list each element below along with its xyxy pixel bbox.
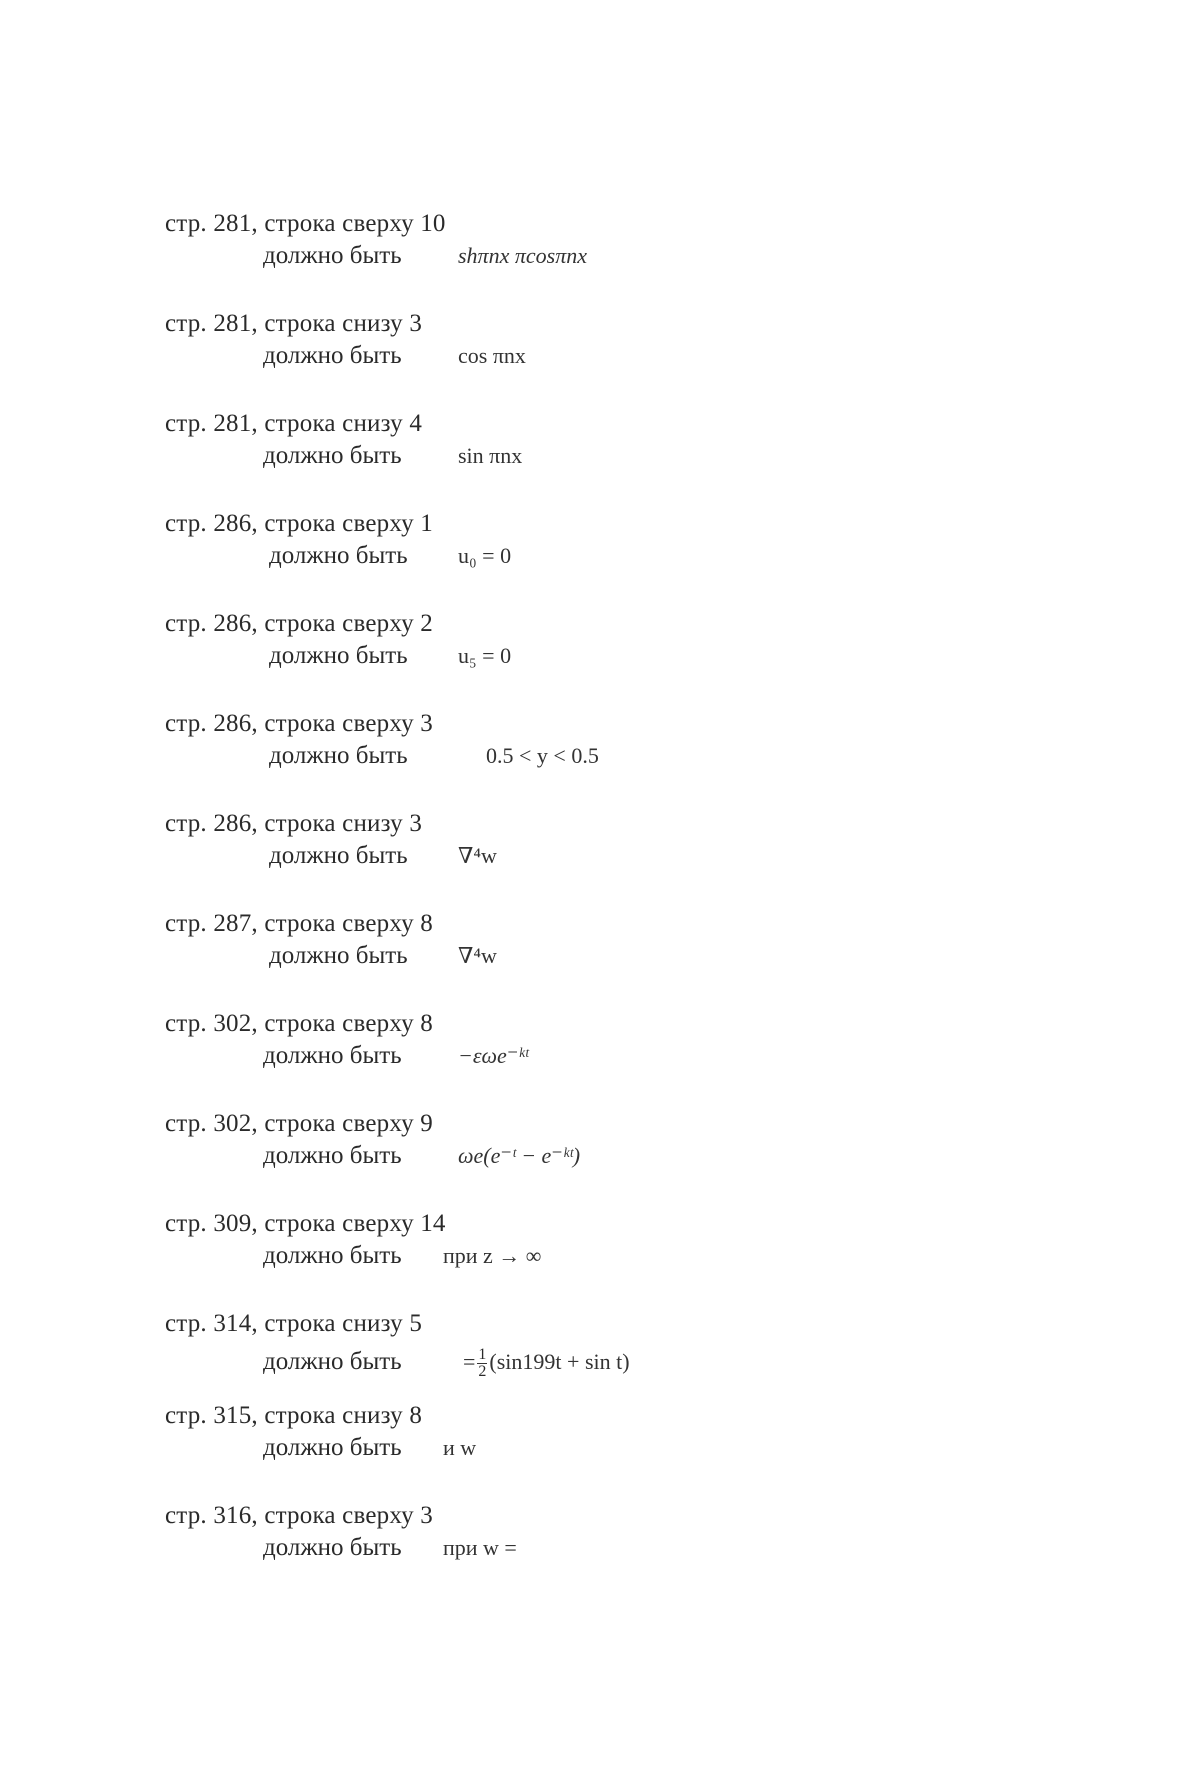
entry-location: стр. 287, строка сверху 8 — [165, 910, 433, 937]
entry-correction — [263, 440, 1065, 472]
correction-value: −εωe⁻ᵏᵗ — [458, 1043, 529, 1068]
entry-location: стр. 302, строка сверху 8 — [165, 1010, 433, 1037]
entry-location: стр. 286, строка снизу 3 — [165, 810, 423, 837]
entry-correction — [263, 240, 1065, 272]
entry-location: стр. 281, строка снизу 4 — [165, 410, 423, 437]
errata-entry — [165, 1108, 1065, 1208]
correction-value: 0.5 < y < 0.5 — [486, 743, 599, 768]
fraction-denominator: 2 — [478, 1362, 487, 1380]
correction-label: должно быть — [263, 1242, 402, 1269]
correction-equals: = — [463, 1349, 476, 1374]
entry-correction — [263, 1532, 1065, 1564]
correction-value: при z → ∞ — [443, 1243, 542, 1268]
entry-correction — [263, 1346, 1065, 1380]
fraction-one-half — [477, 1347, 487, 1380]
errata-entry — [165, 1308, 1065, 1400]
errata-entry — [165, 1208, 1065, 1308]
entry-correction — [263, 1140, 1065, 1172]
errata-entry — [165, 208, 1065, 308]
entry-location: стр. 315, строка снизу 8 — [165, 1402, 423, 1429]
entry-correction — [263, 640, 1065, 672]
entry-location: стр. 281, строка сверху 10 — [165, 210, 446, 237]
correction-label: должно быть — [263, 342, 402, 369]
correction-value: cos πnx — [458, 343, 526, 368]
correction-label: должно быть — [269, 842, 408, 869]
entry-correction — [263, 940, 1065, 972]
errata-entry — [165, 408, 1065, 508]
entry-location: стр. 286, строка сверху 3 — [165, 710, 433, 737]
correction-value: sin πnx — [458, 443, 523, 468]
errata-list — [165, 208, 1065, 1600]
correction-label: должно быть — [269, 542, 408, 569]
errata-entry — [165, 908, 1065, 1008]
correction-value: ωe(e⁻ᵗ − e⁻ᵏᵗ) — [458, 1143, 581, 1168]
correction-value: shπnx πcosπnx — [458, 243, 587, 268]
correction-value: и w — [443, 1435, 477, 1460]
fraction-numerator: 1 — [478, 1345, 487, 1363]
correction-label: должно быть — [263, 1142, 402, 1169]
entry-location: стр. 281, строка снизу 3 — [165, 310, 423, 337]
entry-correction — [263, 840, 1065, 872]
entry-correction — [263, 1040, 1065, 1072]
correction-label: должно быть — [263, 442, 402, 469]
correction-value: (sin199t + sin t) — [489, 1349, 630, 1374]
errata-entry — [165, 808, 1065, 908]
entry-correction — [263, 740, 1065, 772]
correction-label: должно быть — [263, 1348, 402, 1375]
entry-location: стр. 309, строка сверху 14 — [165, 1210, 446, 1237]
errata-entry — [165, 1400, 1065, 1500]
correction-label: должно быть — [263, 1042, 402, 1069]
entry-correction — [263, 1432, 1065, 1464]
entry-correction — [263, 540, 1065, 572]
correction-label: должно быть — [269, 742, 408, 769]
correction-label: должно быть — [263, 1434, 402, 1461]
entry-location: стр. 286, строка сверху 1 — [165, 510, 433, 537]
correction-value: u₀ = 0 — [458, 543, 512, 568]
entry-location: стр. 316, строка сверху 3 — [165, 1502, 433, 1529]
correction-label: должно быть — [269, 642, 408, 669]
entry-location: стр. 314, строка снизу 5 — [165, 1310, 423, 1337]
errata-entry — [165, 1500, 1065, 1600]
errata-entry — [165, 508, 1065, 608]
entry-correction — [263, 1240, 1065, 1272]
entry-location: стр. 286, строка сверху 2 — [165, 610, 433, 637]
correction-value: u₅ = 0 — [458, 643, 512, 668]
errata-entry — [165, 708, 1065, 808]
entry-location: стр. 302, строка сверху 9 — [165, 1110, 433, 1137]
correction-value: ∇⁴w — [458, 843, 497, 868]
errata-entry — [165, 608, 1065, 708]
correction-value: при w = — [443, 1535, 517, 1560]
entry-correction — [263, 340, 1065, 372]
correction-value: ∇⁴w — [458, 943, 497, 968]
errata-entry — [165, 308, 1065, 408]
correction-label: должно быть — [269, 942, 408, 969]
correction-label: должно быть — [263, 1534, 402, 1561]
errata-entry — [165, 1008, 1065, 1108]
correction-label: должно быть — [263, 242, 402, 269]
